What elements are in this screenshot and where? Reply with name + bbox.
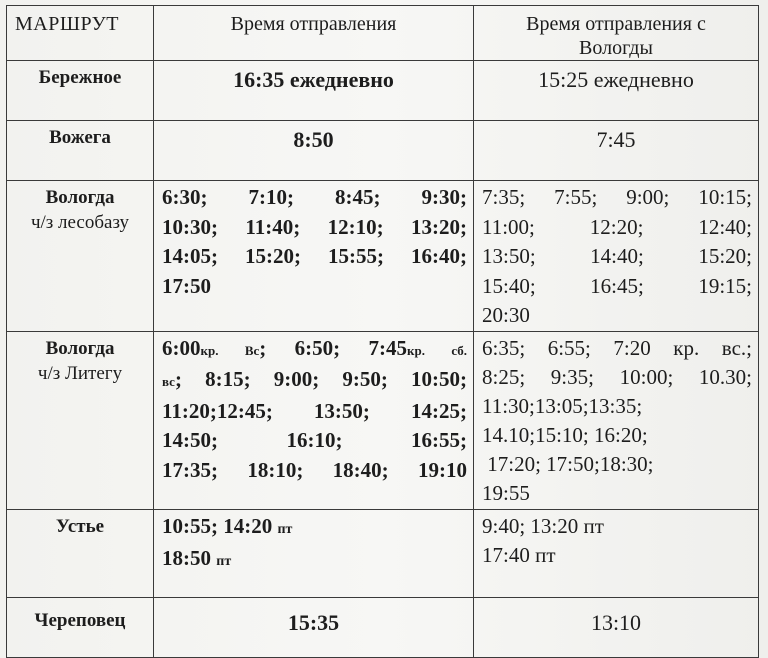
route-subtitle: ч/з лесобазу [30, 212, 130, 233]
route-name: Вожега [7, 121, 154, 181]
time-line: 17:35; 18:10; 18:40; 19:10 [162, 457, 467, 482]
departure-from-vologda-times: 7:45 [474, 121, 759, 181]
row-vozhega [7, 121, 759, 181]
row-vologda-lesobaza [7, 181, 759, 332]
time-line: 20:30 [482, 303, 530, 327]
route-name: Бережное [7, 61, 154, 121]
bus-schedule-table [6, 5, 759, 658]
departure-from-vologda-times [474, 181, 759, 332]
time-line: 7:35; 7:55; 9:00; 10:15; [482, 185, 752, 209]
time-line: 18:50 пт [162, 546, 232, 570]
departure-times [154, 509, 474, 597]
route-name: Череповец [7, 597, 154, 657]
time-line: 17:50 [162, 273, 211, 298]
time-line: 8:25; 9:35; 10:00; 10.30; [482, 364, 752, 389]
time-line: 11:00; 12:20; 12:40; [482, 214, 752, 239]
header-departure: Время отправления [154, 6, 474, 61]
time-line: 19:55 [482, 480, 530, 505]
header-departure-from-vologda: Время отправления с Вологды [474, 6, 759, 61]
time-line: 14:05; 15:20; 15:55; 16:40; [162, 244, 467, 268]
route-subtitle: ч/з Литегу [37, 362, 123, 384]
departure-times: 16:35 ежедневно [154, 61, 474, 121]
time-line: 11:30;13:05;13:35; [482, 393, 643, 418]
time-line: 11:20;12:45; 13:50; 14:25; [162, 398, 467, 423]
header-row [7, 6, 759, 61]
departure-from-vologda-times: 15:25 ежедневно [474, 61, 759, 121]
route-name: Устье [7, 509, 154, 597]
route-name: Вологда ч/з лесобазу [7, 181, 154, 332]
time-line: 15:40; 16:45; 19:15; [482, 273, 752, 298]
time-line: 10:55; 14:20 пт [162, 513, 293, 538]
departure-times: 8:50 [154, 121, 474, 181]
time-line: 14:50; 16:10; 16:55; [162, 428, 467, 452]
time-line: 10:30; 11:40; 12:10; 13:20; [162, 214, 467, 239]
header-route: МАРШРУТ [7, 6, 154, 61]
time-line: 6:30; 7:10; 8:45; 9:30; [162, 185, 467, 209]
row-uste [7, 509, 759, 597]
departure-from-vologda-times [474, 331, 759, 509]
route-name: Вологда ч/з Литегу [7, 331, 154, 509]
time-line: 6:35; 6:55; 7:20 кр. вс.; [482, 335, 752, 360]
row-berezhnoe [7, 61, 759, 121]
departure-times [154, 331, 474, 509]
time-line: вс; 8:15; 9:00; 9:50; 10:50; [162, 367, 467, 391]
departure-times [154, 181, 474, 332]
row-cherepovets [7, 597, 759, 657]
departure-times: 15:35 [154, 597, 474, 657]
time-line: 6:00кр. Вс; 6:50; 7:45кр. сб. [162, 335, 467, 360]
time-line: 17:20; 17:50;18:30; [482, 451, 654, 476]
time-line: 14.10;15:10; 16:20; [482, 422, 648, 447]
time-line: 13:50; 14:40; 15:20; [482, 244, 752, 268]
departure-from-vologda-times: 13:10 [474, 597, 759, 657]
time-line: 9:40; 13:20 пт [482, 513, 604, 538]
row-vologda-litegu [7, 331, 759, 509]
departure-from-vologda-times [474, 509, 759, 597]
time-line: 17:40 пт [482, 543, 556, 567]
